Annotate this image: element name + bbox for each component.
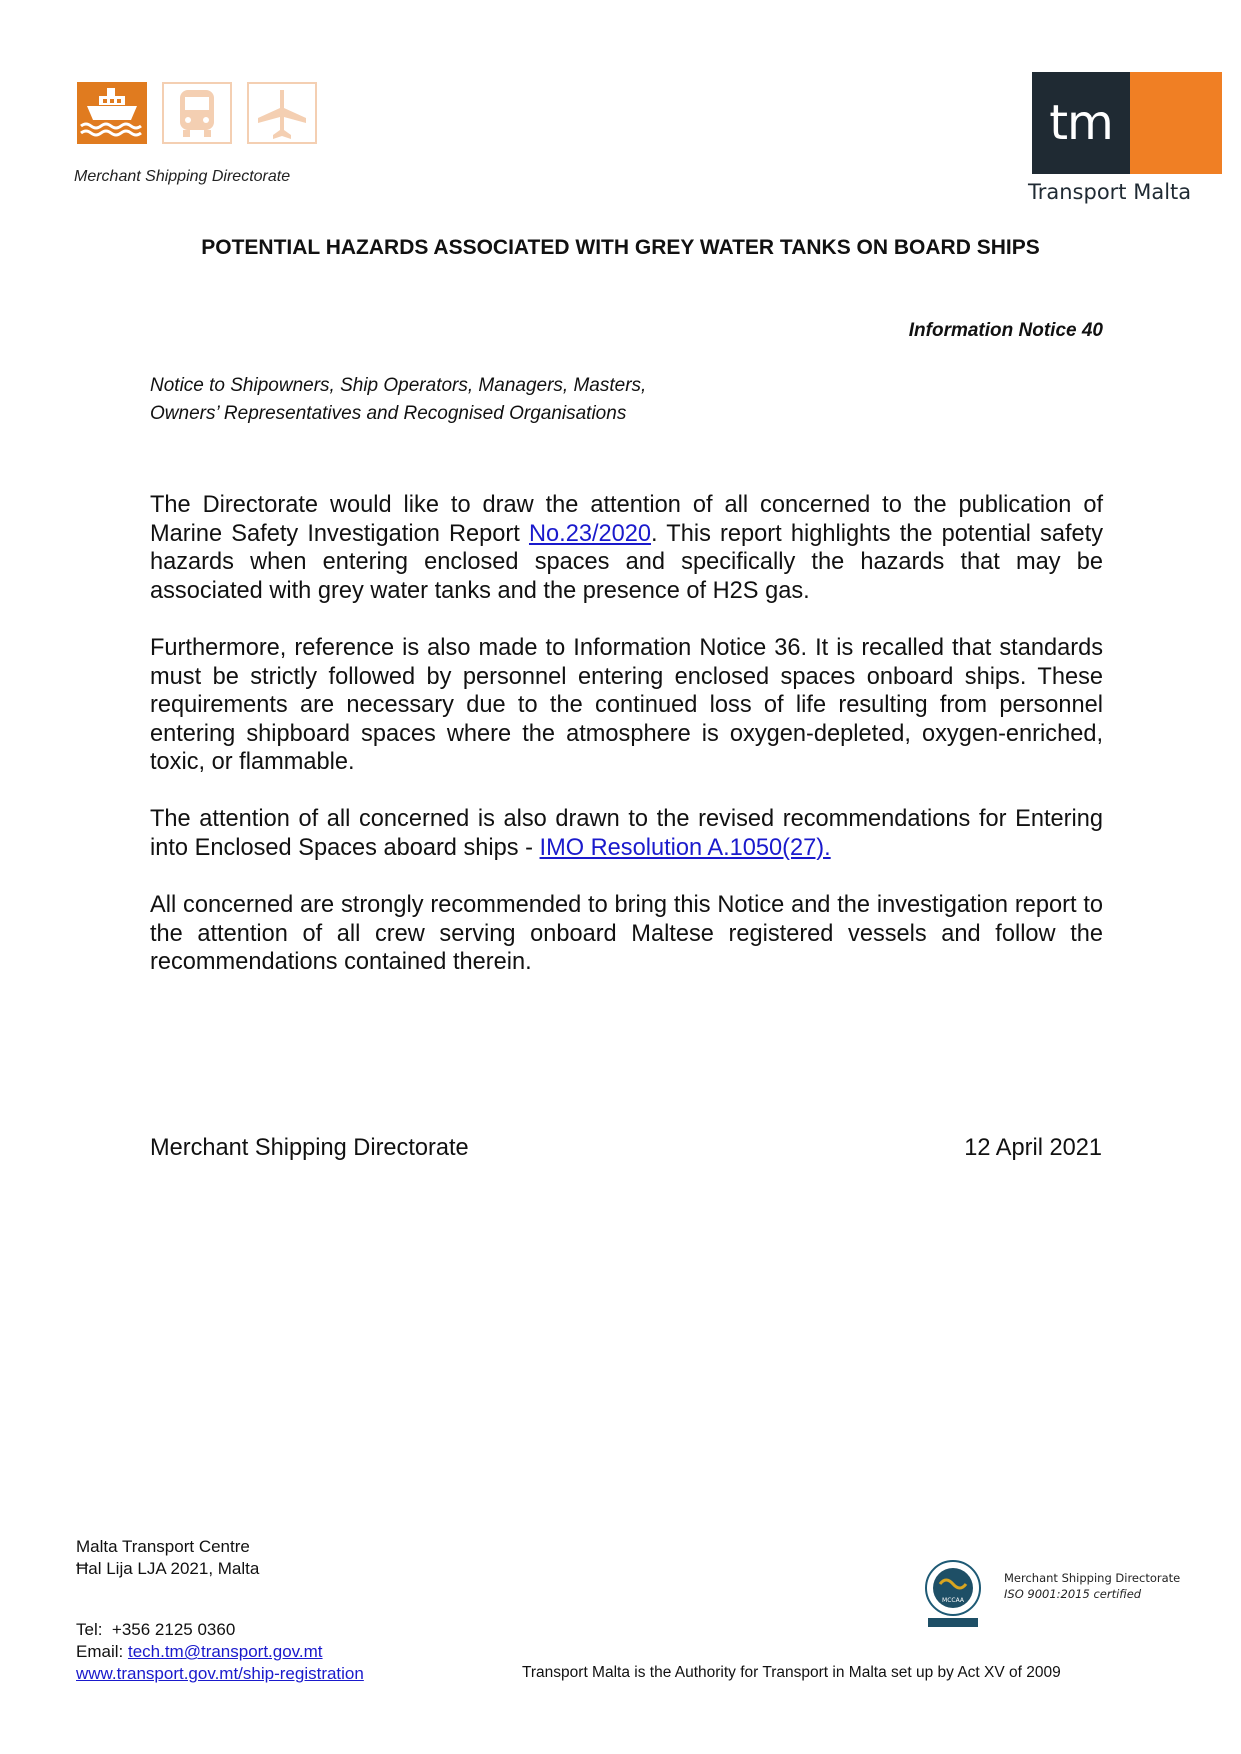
paragraph-2: Furthermore, reference is also made to Information Notice 36. It is recalled that standards must be strictly followed by personnel entering enclosed spaces onboard ships. These requirements are necessary due to the continued loss of life resulting from personnel entering shipboard spaces where the atmosphere is oxygen-depleted, oxygen-enriched, toxic, or flammable. [150,635,1103,775]
logo-name: Transport Malta [1028,180,1192,204]
certification-badge-icon [918,1558,988,1630]
signature-date: 12 April 2021 [964,1135,1102,1161]
logo-monogram: tm [1032,72,1130,174]
addressees [150,372,646,428]
imo-resolution-link[interactable]: IMO Resolution A.1050(27). [539,834,831,861]
cert-badge-text: MCCAA [942,1597,964,1604]
paragraph-4: All concerned are strongly recommended to bring this Notice and the investigation report to the attention of all crew serving onboard Maltese registered vessels and follow the recommendations contained therein. [150,892,1103,975]
plane-icon [247,82,317,144]
paragraph-1-text-a: The Directorate would like to draw the attention of all concerned to the publication of Marine Safety Investigation Report [150,492,1103,547]
paragraph-3-text: The attention of all concerned is also drawn to the revised recommendations for Entering into Enclosed Spaces aboard ships - [150,806,1103,861]
bus-icon [162,82,232,144]
website-link[interactable]: www.transport.gov.mt/ship-registration [76,1664,364,1683]
notice-number: Information Notice 40 [908,320,1103,341]
certification-label [1004,1570,1180,1602]
paragraph-1-text-b: . This report highlights the potential safety hazards when entering enclosed spaces and specifically the hazards that may be associated with grey water tanks and the presence of H2S gas. [150,520,1103,604]
page-title: POTENTIAL HAZARDS ASSOCIATED WITH GREY WATER TANKS ON BOARD SHIPS [201,236,1040,259]
report-link[interactable]: No.23/2020 [528,520,651,547]
cert-org: Merchant Shipping Directorate [1004,1571,1181,1585]
email-link[interactable]: tech.tm@transport.gov.mt [127,1642,323,1661]
footer-contact [76,1619,364,1685]
website-line [76,1663,364,1685]
paragraph-1 [150,491,1103,605]
cert-iso: ISO 9001:2015 certified [1004,1587,1142,1601]
email-line [76,1641,364,1663]
tel-line [76,1619,364,1641]
directorate-caption: Merchant Shipping Directorate [74,168,291,185]
addressees-line-1: Notice to Shipowners, Ship Operators, Managers, Masters, [150,375,647,396]
transport-malta-logo [1032,72,1222,174]
footer-address [76,1536,259,1580]
address-line-1: Malta Transport Centre [76,1537,250,1556]
tel-label: Tel: [76,1620,103,1639]
ship-icon [77,82,147,144]
address-line-2: Ħal Lija LJA 2021, Malta [76,1559,260,1578]
logo-orange-block [1130,72,1222,174]
tel-value: +356 2125 0360 [111,1620,236,1639]
email-label: Email: [76,1642,124,1661]
addressees-line-2: Owners’ Representatives and Recognised Organisations [150,403,627,424]
paragraph-3 [150,805,1103,862]
signature-name: Merchant Shipping Directorate [150,1135,469,1161]
authority-statement: Transport Malta is the Authority for Transport in Malta set up by Act XV of 2009 [522,1664,1061,1681]
